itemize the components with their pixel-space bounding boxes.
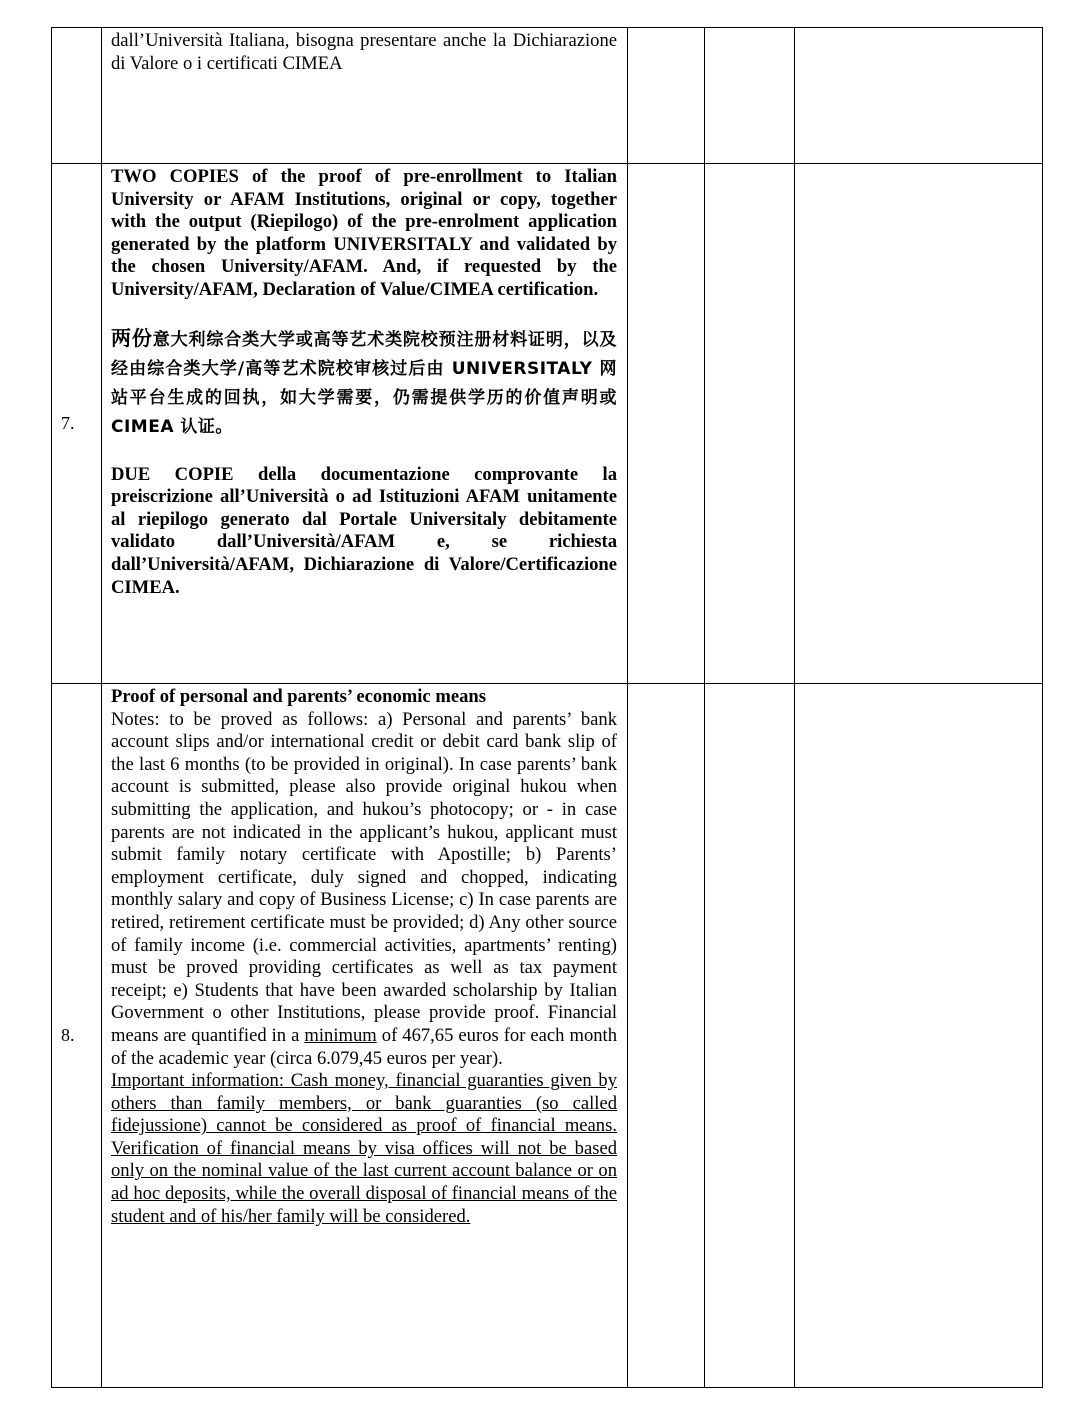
table-row [52,684,1043,1388]
empty-cell [628,684,705,1388]
empty-cell [705,164,795,684]
empty-cell [628,164,705,684]
notes-text-before: Notes: to be proved as follows: a) Personal and parents’ bank account slips and/or international credit or debit card bank slip of the last 6 months (to be provided in original). In case parents’ bank account is submitted, please also provide original hukou when submitting the application, and hukou’s photocopy; or - in case parents are not indicated in the applicant’s hukou, applicant must submit family notary certificate with Apostille; b) Parents’ employment certificate, duly signed and chopped, indicating monthly salary and copy of Business License; c) In case parents are retired, retirement certificate must be provided; d) Any other source of family income (i.e. commercial activities, apartments’ renting) must be proved providing certificates as well as tax payment receipt; e) Students that have been awarded scholarship by Italian Government o other Institutions, please provide proof. Financial means are quantified in a [111,708,617,1046]
chinese-body-text: 意大利综合类大学或高等艺术类院校预注册材料证明，以及经由综合类大学/高等艺术院校审核过后由 UNIVERSITALY 网站平台生成的回执，如大学需要，仍需提供学历的价值声明或 CIMEA 认证。 [111,329,618,437]
empty-cell [628,28,705,164]
important-information-text: Important information: Cash money, financial guaranties given by others than family members, or bank guaranties (so called fidejussione) cannot be considered as proof of financial means. Verification of financial means by visa offices will not be based only on the nominal value of the last current account balance or on ad hoc deposits, while the overall disposal of financial means of the student and of his/her family will be considered. [111,1070,617,1227]
row-number: 8. [52,684,102,1388]
empty-cell [705,684,795,1388]
row-description [102,164,628,684]
row-description [102,28,628,164]
empty-cell [795,28,1043,164]
economic-means-notes [111,709,617,1071]
chinese-lead-text: 两份 [111,325,153,350]
empty-cell [795,684,1043,1388]
table-row [52,28,1043,164]
requirements-table [51,27,1043,1388]
row-description [102,684,628,1388]
empty-cell [795,164,1043,684]
row-number [52,28,102,164]
notes-text-after: of 467,65 euros for each month of the academic year (circa 6.079,45 euros per year). [111,1024,617,1069]
italian-requirement-text: DUE COPIE della documentazione comprovante la preiscrizione all’Università o ad Istituzioni AFAM unitamente al riepilogo generato dal Portale Universitaly debitamente validato dall’Università/AFAM e, se richiesta dall’Università/AFAM, Dichiarazione di Valore/Certificazione CIMEA. [111,463,617,598]
minimum-underlined-text: minimum [304,1024,377,1046]
empty-cell [705,28,795,164]
english-requirement-text: TWO COPIES of the proof of pre-enrollment to Italian University or AFAM Institutions, original or copy, together with the output (Riepilogo) of the pre-enrolment application generated by the platform UNIVERSITALY and validated by the chosen University/AFAM. And, if requested by the University/AFAM, Declaration of Value/CIMEA certification. [111,166,617,300]
table-row [52,164,1043,684]
italian-continuation-text: dall’Università Italiana, bisogna presentare anche la Dichiarazione di Valore o i certificati CIMEA [111,30,617,74]
economic-means-heading: Proof of personal and parents’ economic means [111,686,486,707]
chinese-requirement-text [111,324,617,442]
row-number: 7. [52,164,102,684]
